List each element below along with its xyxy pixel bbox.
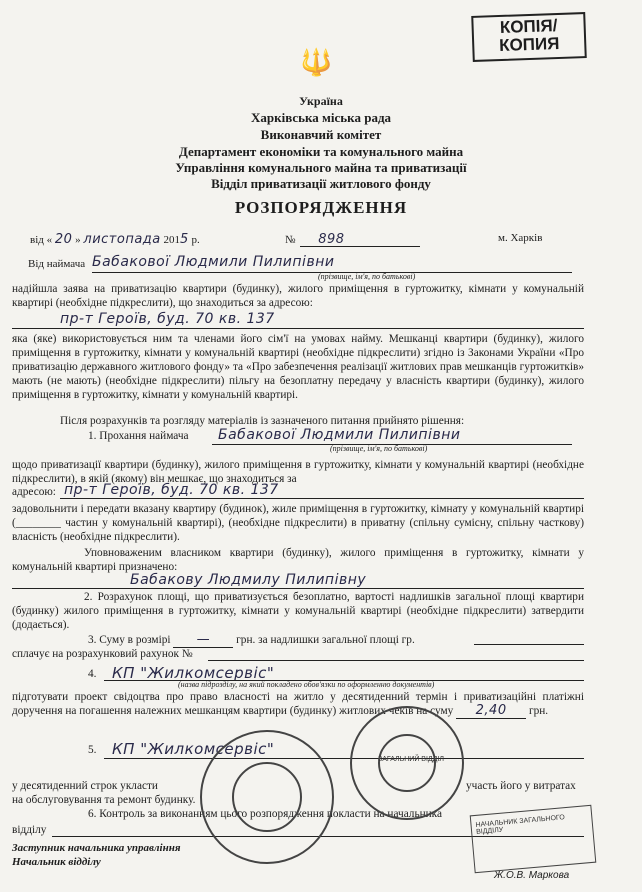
from-tenant-name: Бабакової Людмили Пилипівни (92, 254, 335, 270)
official-stamp-rect (470, 805, 597, 873)
date-line (30, 232, 200, 247)
header-directorate: Управління комунального майна та приватизації (175, 160, 467, 175)
copy-stamp (471, 12, 587, 62)
item-3-suffix: грн. за надлишки загальної площі гр. (236, 634, 415, 646)
item-1-hint: (прізвище, ім'я, по батькові) (330, 444, 428, 453)
item-1-label: 1. Прохання наймача (88, 430, 189, 442)
paragraph-7-sum: 2,40 (456, 704, 526, 719)
item-4-label: 4. (88, 668, 97, 680)
paragraph-1: надійшла заява на приватизацію квартири (будинку), жилого приміщення в гуртожитку, кімнати у комунальній квартирі (необхідне підкреслити), що знаходиться за адресою: (12, 283, 584, 309)
date-prefix: від « (30, 234, 53, 246)
paragraph-7 (12, 690, 584, 719)
doc-number (285, 232, 345, 247)
item-4-handwritten: КП "Жилкомсервіс" (112, 664, 275, 682)
date-year-suffix: р. (191, 234, 200, 246)
paragraph-7-suffix: грн. (528, 705, 549, 717)
paragraph-4-address-label: адресою: (12, 486, 56, 498)
copy-stamp-line1: КОПІЯ/ (499, 16, 558, 38)
item-1-name: Бабакової Людмили Пилипівни (218, 427, 461, 443)
paragraph-7-text: підготувати проект свідоцтва про право власності на житло у десятиденний термін і приватизаційні платіжні доручення на погашення належних мешканцям квартири (будинку) житлових чеків на суму (12, 691, 584, 717)
paragraph-2: яка (яке) використовується ним та членами його сім'ї на умовах найму. Мешканці квартири (будинку), жилого приміщення в гуртожитку, кімнати у комунальній квартирі (необхідне підкреслити) згідно із Законами України «Про приватизацію державного житлового фонду» та «Про забезпечення реалізації житлових прав мешканців гуртожитків» мають (не мають) (необхідне підкреслити) пільгу на безоплатну передачу у власність квартири (будинку), жилого приміщення в гуртожитку, кімнати у комунальній квартирі. (12, 333, 584, 401)
doc-title: РОЗПОРЯДЖЕННЯ (234, 198, 408, 217)
date-day: 20 (54, 232, 73, 247)
doc-city: м. Харків (498, 232, 543, 244)
signature-title-1: Заступник начальника управління (12, 842, 181, 854)
copy-stamp-line2: КОПИЯ (498, 33, 560, 56)
paragraph-8b: на обслуговування та ремонт будинку. (12, 794, 196, 806)
date-year-prefix: 201 (163, 234, 181, 246)
item-3b: сплачує на розрахунковий рахунок № (12, 648, 193, 660)
item-3-value: — (173, 632, 233, 648)
header-division: Відділ приватизації житлового фонду (211, 176, 431, 191)
paragraph-8-left: у десятиденний строк укласти (12, 780, 158, 792)
seal-text-rect: НАЧАЛЬНИК ЗАГАЛЬНОГО ВІДДІЛУ (475, 814, 566, 836)
paragraph-8-right: участь його у витратах (466, 780, 576, 792)
date-year-digit: 5 (180, 232, 189, 247)
header-committee: Виконавчий комітет (260, 127, 382, 142)
address-handwritten: пр-т Героїв, буд. 70 кв. 137 (60, 311, 275, 327)
item-3-prefix: 3. Суму в розмірі (88, 634, 171, 646)
doc-number-value: 898 (318, 232, 345, 247)
official-seal-middle (350, 706, 464, 820)
paragraph-5: задовольнити і передати вказану квартиру (будинок), жиле приміщення в гуртожитку, кімнату у комунальній квартирі (________ частин у комунальній квартирі), (необхідне підкреслити) в приватну (спільну сумісну, спільну часткову) власність (необхідне підкреслити). (12, 503, 584, 543)
signer-name: Ж.О.В. Маркова (494, 870, 570, 881)
paragraph-4: щодо приватизації квартири (будинку), жилого приміщення в гуртожитку, кімнати у комунальній квартирі (необхідне підкреслити), в якій (якому) він мешкає, що знаходиться за (12, 459, 584, 485)
paragraph-3: Після розрахунків та розгляду матеріалів із зазначеного питання прийнято рішення: (60, 415, 465, 427)
item-6: 6. Контроль за виконанням цього розпорядження покласти на начальника (88, 808, 443, 820)
date-month: листопада (83, 232, 161, 247)
owner-handwritten: Бабакову Людмилу Пилипівну (130, 572, 367, 588)
item-2: 2. Розрахунок площі, що приватизується безоплатно, вартості надлишків загальної площі квартири (будинку) жилого приміщення в гуртожитку, кімнати у комунальній квартирі (необхідне підкреслити) затвердити (додається). (12, 591, 584, 631)
trident-icon: 🔱 (300, 48, 333, 77)
item-5-label: 5. (88, 744, 97, 756)
seal-text-middle: ЗАГАЛЬНИЙ ВІДДІЛ (378, 756, 444, 763)
paragraph-9: відділу (12, 824, 47, 836)
official-seal-left (200, 730, 334, 864)
header-council: Харківська міська рада (250, 110, 392, 125)
item-3 (88, 632, 415, 648)
from-tenant-hint: (прізвище, ім'я, по батькові) (318, 272, 416, 281)
paragraph-4-address: пр-т Героїв, буд. 70 кв. 137 (64, 482, 279, 498)
doc-number-label: № (285, 234, 296, 246)
date-mid: » (75, 234, 81, 246)
item-4-hint: (назва підрозділу, на який покладено обов'язки по оформленню документів) (178, 680, 435, 689)
paragraph-6: Уповноваженим власником квартири (будинку), жилого приміщення в гуртожитку, кімнати у комунальній квартирі призначено: (12, 547, 584, 573)
from-tenant-label: Від наймача (28, 258, 86, 270)
item-5-handwritten: КП "Жилкомсервіс" (112, 740, 275, 758)
header-country: Україна (299, 94, 343, 108)
signature-title-2: Начальник відділу (12, 856, 101, 868)
header-department: Департамент економіки та комунального майна (178, 144, 464, 159)
